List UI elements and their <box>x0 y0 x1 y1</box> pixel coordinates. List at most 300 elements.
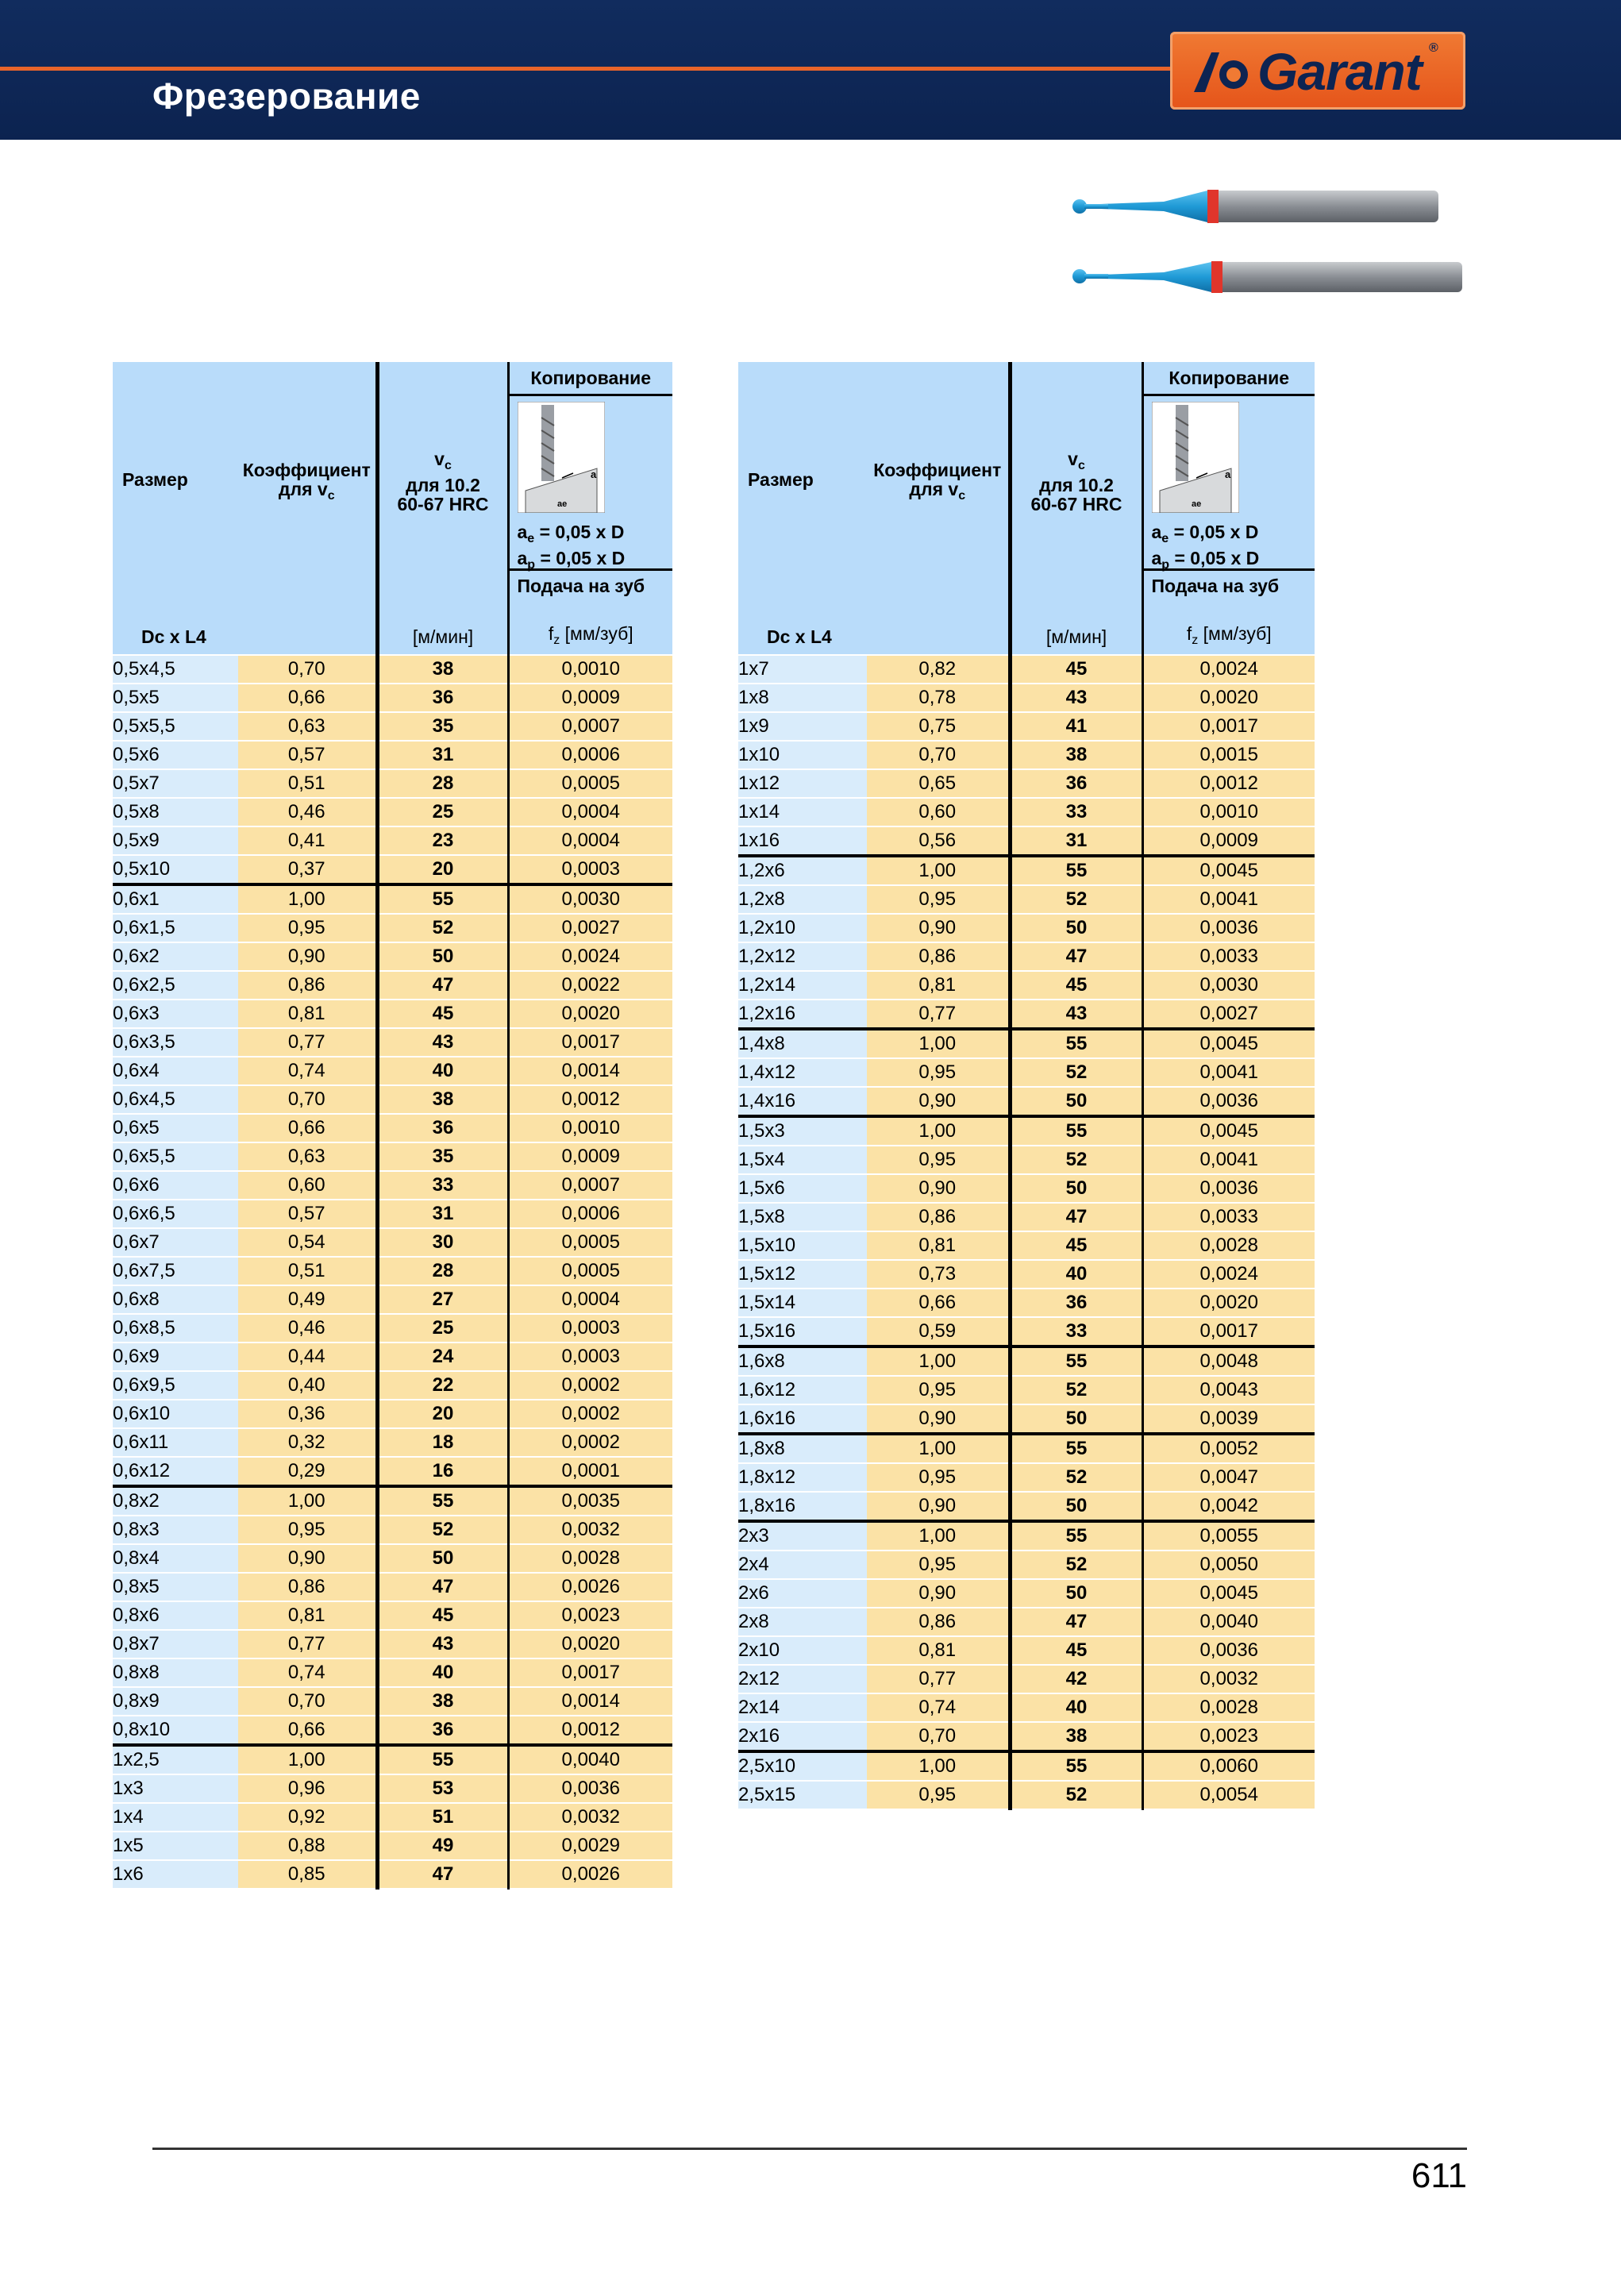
diagram-label-a: a <box>1224 468 1230 480</box>
cutting-speed-cell: 20 <box>377 855 508 884</box>
cutting-speed-cell: 50 <box>1010 1579 1142 1608</box>
cutting-speed-cell: 36 <box>377 684 508 712</box>
feed-per-tooth-cell: 0,0042 <box>1142 1492 1315 1521</box>
feed-per-tooth-cell: 0,0017 <box>508 1658 672 1687</box>
coefficient-cell: 0,92 <box>238 1803 377 1832</box>
coefficient-cell: 0,44 <box>238 1343 377 1371</box>
cutting-speed-cell: 45 <box>1010 1231 1142 1260</box>
size-cell: 1x4 <box>113 1803 238 1832</box>
table-row <box>738 684 1315 712</box>
table-row <box>738 1579 1315 1608</box>
size-cell: 2x10 <box>738 1636 867 1665</box>
coefficient-cell: 0,66 <box>867 1289 1010 1317</box>
ap-symbol: a <box>1151 548 1162 568</box>
feed-per-tooth-cell: 0,0004 <box>508 798 672 826</box>
size-cell: 0,6x1,5 <box>113 914 238 942</box>
cutting-speed-cell: 52 <box>1010 885 1142 914</box>
feed-per-tooth-cell: 0,0054 <box>1142 1781 1315 1809</box>
cutting-speed-cell: 36 <box>1010 769 1142 798</box>
coefficient-cell: 0,66 <box>238 1716 377 1745</box>
feed-per-tooth-cell: 0,0045 <box>1142 1029 1315 1058</box>
size-cell: 2x6 <box>738 1579 867 1608</box>
vc-sub: c <box>1077 459 1085 472</box>
size-cell: 0,6x6 <box>113 1171 238 1200</box>
size-cell: 1,5x10 <box>738 1231 867 1260</box>
coefficient-cell: 0,74 <box>238 1057 377 1085</box>
coefficient-cell: 0,57 <box>238 1200 377 1228</box>
cutting-speed-cell: 31 <box>377 1200 508 1228</box>
cutting-speed-cell: 43 <box>377 1630 508 1658</box>
cutting-speed-cell: 33 <box>1010 798 1142 826</box>
table-row <box>113 1573 672 1601</box>
feed-per-tooth-cell: 0,0012 <box>1142 769 1315 798</box>
size-cell: 0,8x10 <box>113 1716 238 1745</box>
size-cell: 1,5x16 <box>738 1317 867 1346</box>
feed-per-tooth-cell: 0,0005 <box>508 1257 672 1285</box>
feed-per-tooth-cell: 0,0020 <box>1142 684 1315 712</box>
page-title: Фрезерование <box>152 75 421 117</box>
size-cell: 0,6x9,5 <box>113 1371 238 1400</box>
cutting-speed-cell: 35 <box>377 1142 508 1171</box>
size-cell: 0,5x4,5 <box>113 655 238 684</box>
feed-per-tooth-cell: 0,0041 <box>1142 1058 1315 1087</box>
feed-per-tooth-cell: 0,0009 <box>1142 826 1315 856</box>
coefficient-cell: 0,95 <box>867 1146 1010 1174</box>
table-row <box>738 655 1315 684</box>
size-cell: 0,6x8 <box>113 1285 238 1314</box>
coefficient-cell: 0,77 <box>238 1630 377 1658</box>
size-cell: 0,6x9 <box>113 1343 238 1371</box>
feed-per-tooth-cell: 0,0028 <box>508 1544 672 1573</box>
cutting-speed-cell: 40 <box>1010 1693 1142 1722</box>
feed-per-tooth-cell: 0,0035 <box>508 1486 672 1516</box>
table-row <box>113 971 672 1000</box>
vc-symbol: v <box>434 449 445 469</box>
feed-per-tooth-cell: 0,0036 <box>1142 1636 1315 1665</box>
size-cell: 0,5x10 <box>113 855 238 884</box>
cutting-speed-cell: 33 <box>1010 1317 1142 1346</box>
size-cell: 0,6x8,5 <box>113 1314 238 1343</box>
coefficient-cell: 0,46 <box>238 798 377 826</box>
coefficient-cell: 0,63 <box>238 1142 377 1171</box>
cutting-speed-cell: 31 <box>377 741 508 769</box>
feed-per-tooth-cell: 0,0036 <box>1142 1174 1315 1203</box>
table-row <box>113 1057 672 1085</box>
size-cell: 2x4 <box>738 1551 867 1579</box>
coefficient-cell: 0,90 <box>867 1579 1010 1608</box>
table-row <box>113 1142 672 1171</box>
size-cell: 0,5x5,5 <box>113 712 238 741</box>
cutting-speed-cell: 50 <box>377 942 508 971</box>
table-row <box>738 1404 1315 1434</box>
coefficient-cell: 0,90 <box>867 1492 1010 1521</box>
feed-per-tooth-cell: 0,0002 <box>508 1428 672 1457</box>
coefficient-cell: 0,51 <box>238 1257 377 1285</box>
cutting-speed-cell: 36 <box>1010 1289 1142 1317</box>
size-cell: 0,8x6 <box>113 1601 238 1630</box>
table-row <box>738 1608 1315 1636</box>
cutting-speed-cell: 45 <box>377 1601 508 1630</box>
table-row <box>113 1228 672 1257</box>
coefficient-cell: 0,90 <box>867 914 1010 942</box>
table-row <box>113 1486 672 1516</box>
size-cell: 0,6x6,5 <box>113 1200 238 1228</box>
size-cell: 0,8x5 <box>113 1573 238 1601</box>
size-cell: 0,6x7,5 <box>113 1257 238 1285</box>
coefficient-cell: 1,00 <box>238 1745 377 1774</box>
cutting-speed-cell: 55 <box>377 884 508 914</box>
size-cell: 1x14 <box>738 798 867 826</box>
size-label: Размер <box>122 469 188 490</box>
header-copy-milling <box>1142 362 1315 655</box>
cutting-speed-cell: 47 <box>1010 1203 1142 1231</box>
feed-per-tooth-cell: 0,0015 <box>1142 741 1315 769</box>
coefficient-cell: 1,00 <box>867 1116 1010 1146</box>
feed-per-tooth-cell: 0,0003 <box>508 1343 672 1371</box>
feed-per-tooth-cell: 0,0010 <box>508 1114 672 1142</box>
page-header <box>0 0 1621 140</box>
coefficient-cell: 0,90 <box>238 942 377 971</box>
cutting-speed-cell: 47 <box>1010 1608 1142 1636</box>
cutting-speed-cell: 31 <box>1010 826 1142 856</box>
coefficient-cell: 0,86 <box>867 1608 1010 1636</box>
feed-per-tooth-label: Подача на зуб <box>1144 568 1315 603</box>
cutting-speed-cell: 33 <box>377 1171 508 1200</box>
cutting-speed-cell: 45 <box>1010 1636 1142 1665</box>
size-cell: 1,5x4 <box>738 1146 867 1174</box>
coefficient-cell: 0,37 <box>238 855 377 884</box>
table-row <box>738 856 1315 885</box>
coefficient-cell: 0,70 <box>238 1687 377 1716</box>
table-row <box>738 1146 1315 1174</box>
coefficient-cell: 0,77 <box>867 1000 1010 1029</box>
size-cell: 1x6 <box>113 1860 238 1889</box>
feed-per-tooth-cell: 0,0041 <box>1142 1146 1315 1174</box>
size-cell: 0,6x7 <box>113 1228 238 1257</box>
coefficient-cell: 0,49 <box>238 1285 377 1314</box>
coefficient-cell: 0,90 <box>867 1174 1010 1203</box>
size-unit: Dc x L4 <box>141 626 206 647</box>
table-row <box>738 914 1315 942</box>
cutting-speed-cell: 45 <box>377 1000 508 1028</box>
coefficient-cell: 0,70 <box>238 1085 377 1114</box>
header-coefficient <box>238 362 377 655</box>
coefficient-cell: 0,88 <box>238 1832 377 1860</box>
vc-hardness: 60-67 HRC <box>397 494 489 514</box>
registered-mark: ® <box>1429 41 1438 55</box>
cutting-speed-cell: 24 <box>377 1343 508 1371</box>
coefficient-cell: 0,95 <box>238 1516 377 1544</box>
table-row <box>738 1781 1315 1809</box>
size-cell: 0,5x8 <box>113 798 238 826</box>
ap-value: = 0,05 x D <box>1169 548 1260 568</box>
table-row <box>738 712 1315 741</box>
size-cell: 2x12 <box>738 1665 867 1693</box>
coefficient-cell: 0,60 <box>867 798 1010 826</box>
coefficient-cell: 0,29 <box>238 1457 377 1486</box>
feed-per-tooth-cell: 0,0017 <box>1142 712 1315 741</box>
size-cell: 1,2x6 <box>738 856 867 885</box>
coefficient-cell: 0,57 <box>238 741 377 769</box>
table-row <box>738 1174 1315 1203</box>
coefficient-cell: 0,73 <box>867 1260 1010 1289</box>
coefficient-cell: 0,70 <box>238 655 377 684</box>
coefficient-cell: 0,86 <box>238 971 377 1000</box>
coefficient-cell: 0,96 <box>238 1774 377 1803</box>
size-cell: 2,5x15 <box>738 1781 867 1809</box>
diagram-label-a: a <box>590 468 596 480</box>
feed-per-tooth-cell: 0,0003 <box>508 1314 672 1343</box>
size-cell: 1x16 <box>738 826 867 856</box>
cutting-speed-cell: 55 <box>1010 1434 1142 1463</box>
coefficient-cell: 0,81 <box>238 1601 377 1630</box>
cutting-speed-cell: 50 <box>1010 914 1142 942</box>
table-row <box>738 798 1315 826</box>
table-row <box>113 1658 672 1687</box>
feed-per-tooth-cell: 0,0027 <box>508 914 672 942</box>
coefficient-cell: 1,00 <box>867 1751 1010 1781</box>
feed-per-tooth-cell: 0,0010 <box>1142 798 1315 826</box>
coefficient-cell: 0,63 <box>238 712 377 741</box>
feed-per-tooth-cell: 0,0040 <box>508 1745 672 1774</box>
feed-per-tooth-cell: 0,0012 <box>508 1716 672 1745</box>
ae-value: = 0,05 x D <box>534 522 625 542</box>
cutting-speed-cell: 49 <box>377 1832 508 1860</box>
table-row <box>738 1203 1315 1231</box>
feed-per-tooth-cell: 0,0003 <box>508 855 672 884</box>
size-cell: 1,5x3 <box>738 1116 867 1146</box>
size-cell: 0,6x1 <box>113 884 238 914</box>
table-row <box>113 1745 672 1774</box>
cutting-speed-cell: 16 <box>377 1457 508 1486</box>
ball-end-mill-image-bottom <box>1068 256 1465 300</box>
table-body-left <box>113 655 672 1889</box>
cutting-speed-cell: 50 <box>1010 1087 1142 1116</box>
header-size <box>113 362 238 655</box>
ap-value: = 0,05 x D <box>535 548 626 568</box>
cutting-speed-cell: 27 <box>377 1285 508 1314</box>
coefficient-cell: 1,00 <box>867 1521 1010 1551</box>
table-row <box>113 1457 672 1486</box>
cutting-speed-cell: 47 <box>377 1860 508 1889</box>
table-row <box>738 1029 1315 1058</box>
table-row <box>738 1463 1315 1492</box>
table-row <box>113 684 672 712</box>
cutting-speed-cell: 42 <box>1010 1665 1142 1693</box>
coefficient-for: для v <box>909 479 959 499</box>
coefficient-cell: 0,77 <box>867 1665 1010 1693</box>
size-cell: 1,2x12 <box>738 942 867 971</box>
feed-per-tooth-cell: 0,0005 <box>508 769 672 798</box>
table-row <box>113 1285 672 1314</box>
size-cell: 0,6x2 <box>113 942 238 971</box>
size-cell: 1,8x8 <box>738 1434 867 1463</box>
cutting-speed-cell: 25 <box>377 1314 508 1343</box>
table-row <box>738 1000 1315 1029</box>
cutting-speed-cell: 55 <box>1010 1029 1142 1058</box>
garant-logo-mark-icon <box>1188 48 1259 95</box>
size-cell: 1x7 <box>738 655 867 684</box>
ae-symbol: a <box>517 522 528 542</box>
table-row <box>113 1200 672 1228</box>
feed-per-tooth-cell: 0,0014 <box>508 1687 672 1716</box>
feed-per-tooth-cell: 0,0029 <box>508 1832 672 1860</box>
table-row <box>113 1343 672 1371</box>
coefficient-cell: 0,70 <box>867 741 1010 769</box>
feed-per-tooth-cell: 0,0027 <box>1142 1000 1315 1029</box>
fz-unit: [мм/зуб] <box>560 623 633 644</box>
coefficient-cell: 0,60 <box>238 1171 377 1200</box>
size-cell: 0,6x3,5 <box>113 1028 238 1057</box>
size-cell: 0,6x4 <box>113 1057 238 1085</box>
size-cell: 0,6x5,5 <box>113 1142 238 1171</box>
table-row <box>738 826 1315 856</box>
cutting-speed-cell: 22 <box>377 1371 508 1400</box>
size-cell: 1,8x12 <box>738 1463 867 1492</box>
table-row <box>738 1289 1315 1317</box>
feed-per-tooth-cell: 0,0045 <box>1142 856 1315 885</box>
size-cell: 1,2x8 <box>738 885 867 914</box>
size-label: Размер <box>748 469 814 490</box>
cutting-speed-cell: 40 <box>377 1658 508 1687</box>
coefficient-cell: 0,82 <box>867 655 1010 684</box>
size-cell: 1,4x8 <box>738 1029 867 1058</box>
coefficient-cell: 0,95 <box>867 1551 1010 1579</box>
size-cell: 2x16 <box>738 1722 867 1751</box>
cutting-speed-cell: 52 <box>1010 1376 1142 1404</box>
coefficient-cell: 1,00 <box>867 1029 1010 1058</box>
cutting-speed-cell: 45 <box>1010 655 1142 684</box>
table-row <box>113 1716 672 1745</box>
size-cell: 1,2x16 <box>738 1000 867 1029</box>
fz-symbol: f <box>548 623 554 644</box>
cutting-speed-cell: 36 <box>377 1114 508 1142</box>
feed-per-tooth-cell: 0,0009 <box>508 1142 672 1171</box>
fz-sub: z <box>1192 634 1199 647</box>
size-cell: 0,8x7 <box>113 1630 238 1658</box>
feed-per-tooth-cell: 0,0023 <box>508 1601 672 1630</box>
feed-per-tooth-cell: 0,0045 <box>1142 1116 1315 1146</box>
coefficient-cell: 0,51 <box>238 769 377 798</box>
feed-per-tooth-cell: 0,0036 <box>1142 914 1315 942</box>
table-row <box>113 1630 672 1658</box>
header-vc <box>377 362 508 655</box>
fz-unit: [мм/зуб] <box>1198 623 1272 644</box>
cutting-speed-cell: 43 <box>377 1028 508 1057</box>
size-cell: 1,5x12 <box>738 1260 867 1289</box>
size-cell: 0,8x9 <box>113 1687 238 1716</box>
table-row <box>738 1665 1315 1693</box>
size-cell: 0,8x2 <box>113 1486 238 1516</box>
feed-per-tooth-cell: 0,0028 <box>1142 1231 1315 1260</box>
size-cell: 2x8 <box>738 1608 867 1636</box>
table-row <box>738 1260 1315 1289</box>
table-row <box>738 1376 1315 1404</box>
table-row <box>738 1087 1315 1116</box>
cutting-speed-cell: 28 <box>377 769 508 798</box>
feed-per-tooth-cell: 0,0006 <box>508 741 672 769</box>
size-cell: 0,5x9 <box>113 826 238 855</box>
coefficient-cell: 0,86 <box>867 942 1010 971</box>
feed-per-tooth-cell: 0,0020 <box>1142 1289 1315 1317</box>
coefficient-cell: 0,95 <box>867 1781 1010 1809</box>
cutting-speed-cell: 52 <box>377 1516 508 1544</box>
table-row <box>113 1314 672 1343</box>
table-row <box>738 1722 1315 1751</box>
table-row <box>738 1058 1315 1087</box>
coefficient-cell: 0,74 <box>238 1658 377 1687</box>
table-row <box>113 1544 672 1573</box>
coefficient-cell: 0,86 <box>867 1203 1010 1231</box>
vc-hardness: 60-67 HRC <box>1030 494 1122 514</box>
coefficient-cell: 0,78 <box>867 684 1010 712</box>
cutting-speed-cell: 35 <box>377 712 508 741</box>
table-row <box>113 1687 672 1716</box>
size-cell: 0,8x8 <box>113 1658 238 1687</box>
coefficient-cell: 0,77 <box>238 1028 377 1057</box>
vc-sub: c <box>444 459 452 472</box>
feed-per-tooth-cell: 0,0022 <box>508 971 672 1000</box>
cutting-data-table-right <box>738 362 1315 1810</box>
cutting-speed-cell: 52 <box>1010 1781 1142 1809</box>
cutting-speed-cell: 55 <box>1010 1346 1142 1376</box>
diagram-label-ae: ae <box>1191 499 1201 509</box>
cutting-speed-cell: 45 <box>1010 971 1142 1000</box>
feed-per-tooth-cell: 0,0032 <box>1142 1665 1315 1693</box>
feed-per-tooth-cell: 0,0024 <box>1142 655 1315 684</box>
table-row <box>113 855 672 884</box>
size-cell: 1,6x8 <box>738 1346 867 1376</box>
fz-sub: z <box>553 634 560 647</box>
feed-per-tooth-cell: 0,0009 <box>508 684 672 712</box>
cutting-speed-cell: 38 <box>377 1687 508 1716</box>
feed-per-tooth-cell: 0,0030 <box>508 884 672 914</box>
table-row <box>113 769 672 798</box>
cutting-speed-cell: 52 <box>377 914 508 942</box>
size-cell: 0,6x12 <box>113 1457 238 1486</box>
size-cell: 1,2x10 <box>738 914 867 942</box>
size-cell: 0,8x3 <box>113 1516 238 1544</box>
coefficient-cell: 0,59 <box>867 1317 1010 1346</box>
cutting-speed-cell: 47 <box>377 1573 508 1601</box>
coefficient-sub: c <box>327 489 335 503</box>
coefficient-cell: 0,90 <box>867 1404 1010 1434</box>
header-coefficient <box>867 362 1010 655</box>
size-cell: 1x9 <box>738 712 867 741</box>
size-cell: 0,5x6 <box>113 741 238 769</box>
feed-per-tooth-cell: 0,0006 <box>508 1200 672 1228</box>
coefficient-sub: c <box>958 489 966 503</box>
cutting-speed-cell: 38 <box>377 655 508 684</box>
feed-per-tooth-cell: 0,0007 <box>508 1171 672 1200</box>
table-row <box>738 1492 1315 1521</box>
table-row <box>738 1434 1315 1463</box>
feed-per-tooth-cell: 0,0004 <box>508 826 672 855</box>
coefficient-cell: 0,32 <box>238 1428 377 1457</box>
size-cell: 1,8x16 <box>738 1492 867 1521</box>
size-cell: 2x3 <box>738 1521 867 1551</box>
copy-milling-diagram-icon <box>518 402 605 513</box>
coefficient-label: Коэффициент <box>242 460 371 480</box>
table-row <box>738 885 1315 914</box>
feed-per-tooth-cell: 0,0033 <box>1142 1203 1315 1231</box>
feed-per-tooth-cell: 0,0002 <box>508 1371 672 1400</box>
coefficient-cell: 0,81 <box>867 971 1010 1000</box>
cutting-speed-cell: 23 <box>377 826 508 855</box>
coefficient-cell: 0,81 <box>238 1000 377 1028</box>
cutting-speed-cell: 50 <box>1010 1174 1142 1203</box>
feed-per-tooth-cell: 0,0039 <box>1142 1404 1315 1434</box>
